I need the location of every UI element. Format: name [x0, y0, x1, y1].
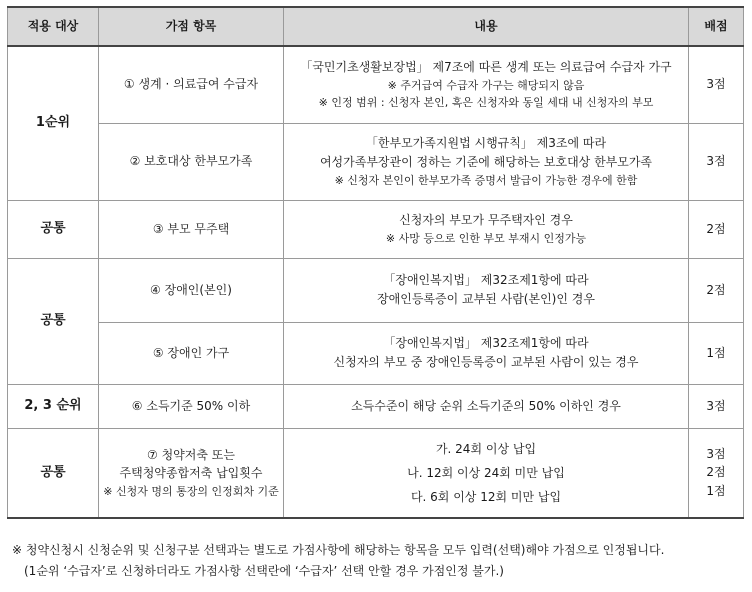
- score-cell: 1점: [689, 322, 744, 384]
- content-line: 「장애인복지법」 제32조제1항에 따라: [383, 273, 589, 288]
- table-row: [8, 46, 744, 123]
- content-line: 「한부모가족지원법 시행규칙」 제3조에 따라: [365, 136, 607, 151]
- score-cell: 3점: [689, 384, 744, 428]
- content-note: ※ 인정 범위 : 신청자 본인, 혹은 신청자와 동일 세대 내 신청자의 부모: [318, 96, 654, 110]
- item-label: ⑤ 장애인 가구: [152, 345, 230, 360]
- content-line: 신청자의 부모 중 장애인등록증이 교부된 사람이 있는 경우: [333, 355, 639, 369]
- table-row: [8, 200, 744, 258]
- content-cell: [284, 384, 689, 428]
- score-cell: 2점: [689, 200, 744, 258]
- item-note: ※ 신청자 명의 통장의 인정회차 기준: [103, 484, 279, 498]
- content-cell: [284, 322, 689, 384]
- score-cell: 2점: [689, 258, 744, 322]
- item-label: ⑦ 청약저축 또는: [147, 447, 235, 462]
- footnote-line: ※ 청약신청시 신청순위 및 신청구분 선택과는 별도로 가점사항에 해당하는 항목을 모두 입력(선택)해야 가점으로 인정됩니다.: [12, 543, 665, 557]
- table-row: [8, 258, 744, 322]
- content-cell: [284, 46, 689, 123]
- content-line: 가. 24회 이상 납입: [435, 441, 537, 456]
- header-item: 가점 항목: [99, 7, 284, 46]
- item-label: ① 생계 · 의료급여 수급자: [123, 77, 259, 92]
- content-note: ※ 신청자 본인이 한부모가족 증명서 발급이 가능한 경우에 한함: [334, 173, 638, 187]
- score-cell: [689, 428, 744, 518]
- item-label: ③ 부모 무주택: [152, 221, 230, 236]
- header-score: 배점: [689, 7, 744, 46]
- group-cell: 공통: [8, 428, 99, 518]
- content-cell: [284, 123, 689, 200]
- content-line: 「국민기초생활보장법」 제7조에 따른 생계 또는 의료급여 수급자 가구: [300, 60, 672, 75]
- table-row: [8, 384, 744, 428]
- item-label: 주택청약종합저축 납입횟수: [119, 466, 263, 481]
- content-line: 신청자의 부모가 무주택자인 경우: [399, 213, 573, 228]
- content-note: ※ 주거급여 수급자 가구는 해당되지 않음: [387, 79, 585, 92]
- header-content: 내용: [284, 7, 689, 46]
- content-line: 다. 6회 이상 12회 미만 납입: [410, 489, 562, 504]
- content-line: 장애인등록증이 교부된 사람(본인)인 경우: [377, 292, 595, 306]
- content-cell: [284, 200, 689, 258]
- item-cell: [99, 123, 284, 200]
- item-label: ④ 장애인(본인): [150, 282, 232, 297]
- content-cell: [284, 428, 689, 518]
- score-value: 3점: [706, 446, 726, 461]
- header-target: 적용 대상: [8, 7, 99, 46]
- score-value: 2점: [706, 465, 726, 480]
- group-cell: 2, 3 순위: [8, 384, 99, 428]
- content-cell: [284, 258, 689, 322]
- item-cell: [99, 258, 284, 322]
- item-label: ② 보호대상 한부모가족: [129, 154, 253, 169]
- group-cell: 공통: [8, 258, 99, 384]
- content-line: 여성가족부장관이 정하는 기준에 해당하는 보호대상 한부모가족: [319, 154, 653, 169]
- item-cell: [99, 46, 284, 123]
- item-cell: [99, 322, 284, 384]
- item-cell: [99, 428, 284, 518]
- score-table: [7, 6, 744, 519]
- group-cell: 공통: [8, 200, 99, 258]
- header-row: [8, 7, 744, 46]
- score-cell: 3점: [689, 123, 744, 200]
- table-row: [8, 123, 744, 200]
- content-line: 소득수준이 해당 순위 소득기준의 50% 이하인 경우: [351, 398, 621, 413]
- group-cell: 1순위: [8, 46, 99, 200]
- footnote-line: (1순위 ‘수급자’로 신청하더라도 가점사항 선택란에 ‘수급자’ 선택 안할 경우 가점인정 불가.): [24, 564, 504, 578]
- item-cell: [99, 200, 284, 258]
- footnote: [12, 540, 744, 582]
- content-line: 「장애인복지법」 제32조제1항에 따라: [383, 336, 589, 351]
- item-label: ⑥ 소득기준 50% 이하: [131, 398, 251, 413]
- content-note: ※ 사망 등으로 인한 부모 부재시 인정가능: [385, 231, 587, 245]
- table-row: [8, 428, 744, 518]
- table-row: [8, 322, 744, 384]
- score-value: 1점: [706, 484, 726, 499]
- content-line: 나. 12회 이상 24회 미만 납입: [407, 465, 565, 480]
- score-cell: 3점: [689, 46, 744, 123]
- item-cell: [99, 384, 284, 428]
